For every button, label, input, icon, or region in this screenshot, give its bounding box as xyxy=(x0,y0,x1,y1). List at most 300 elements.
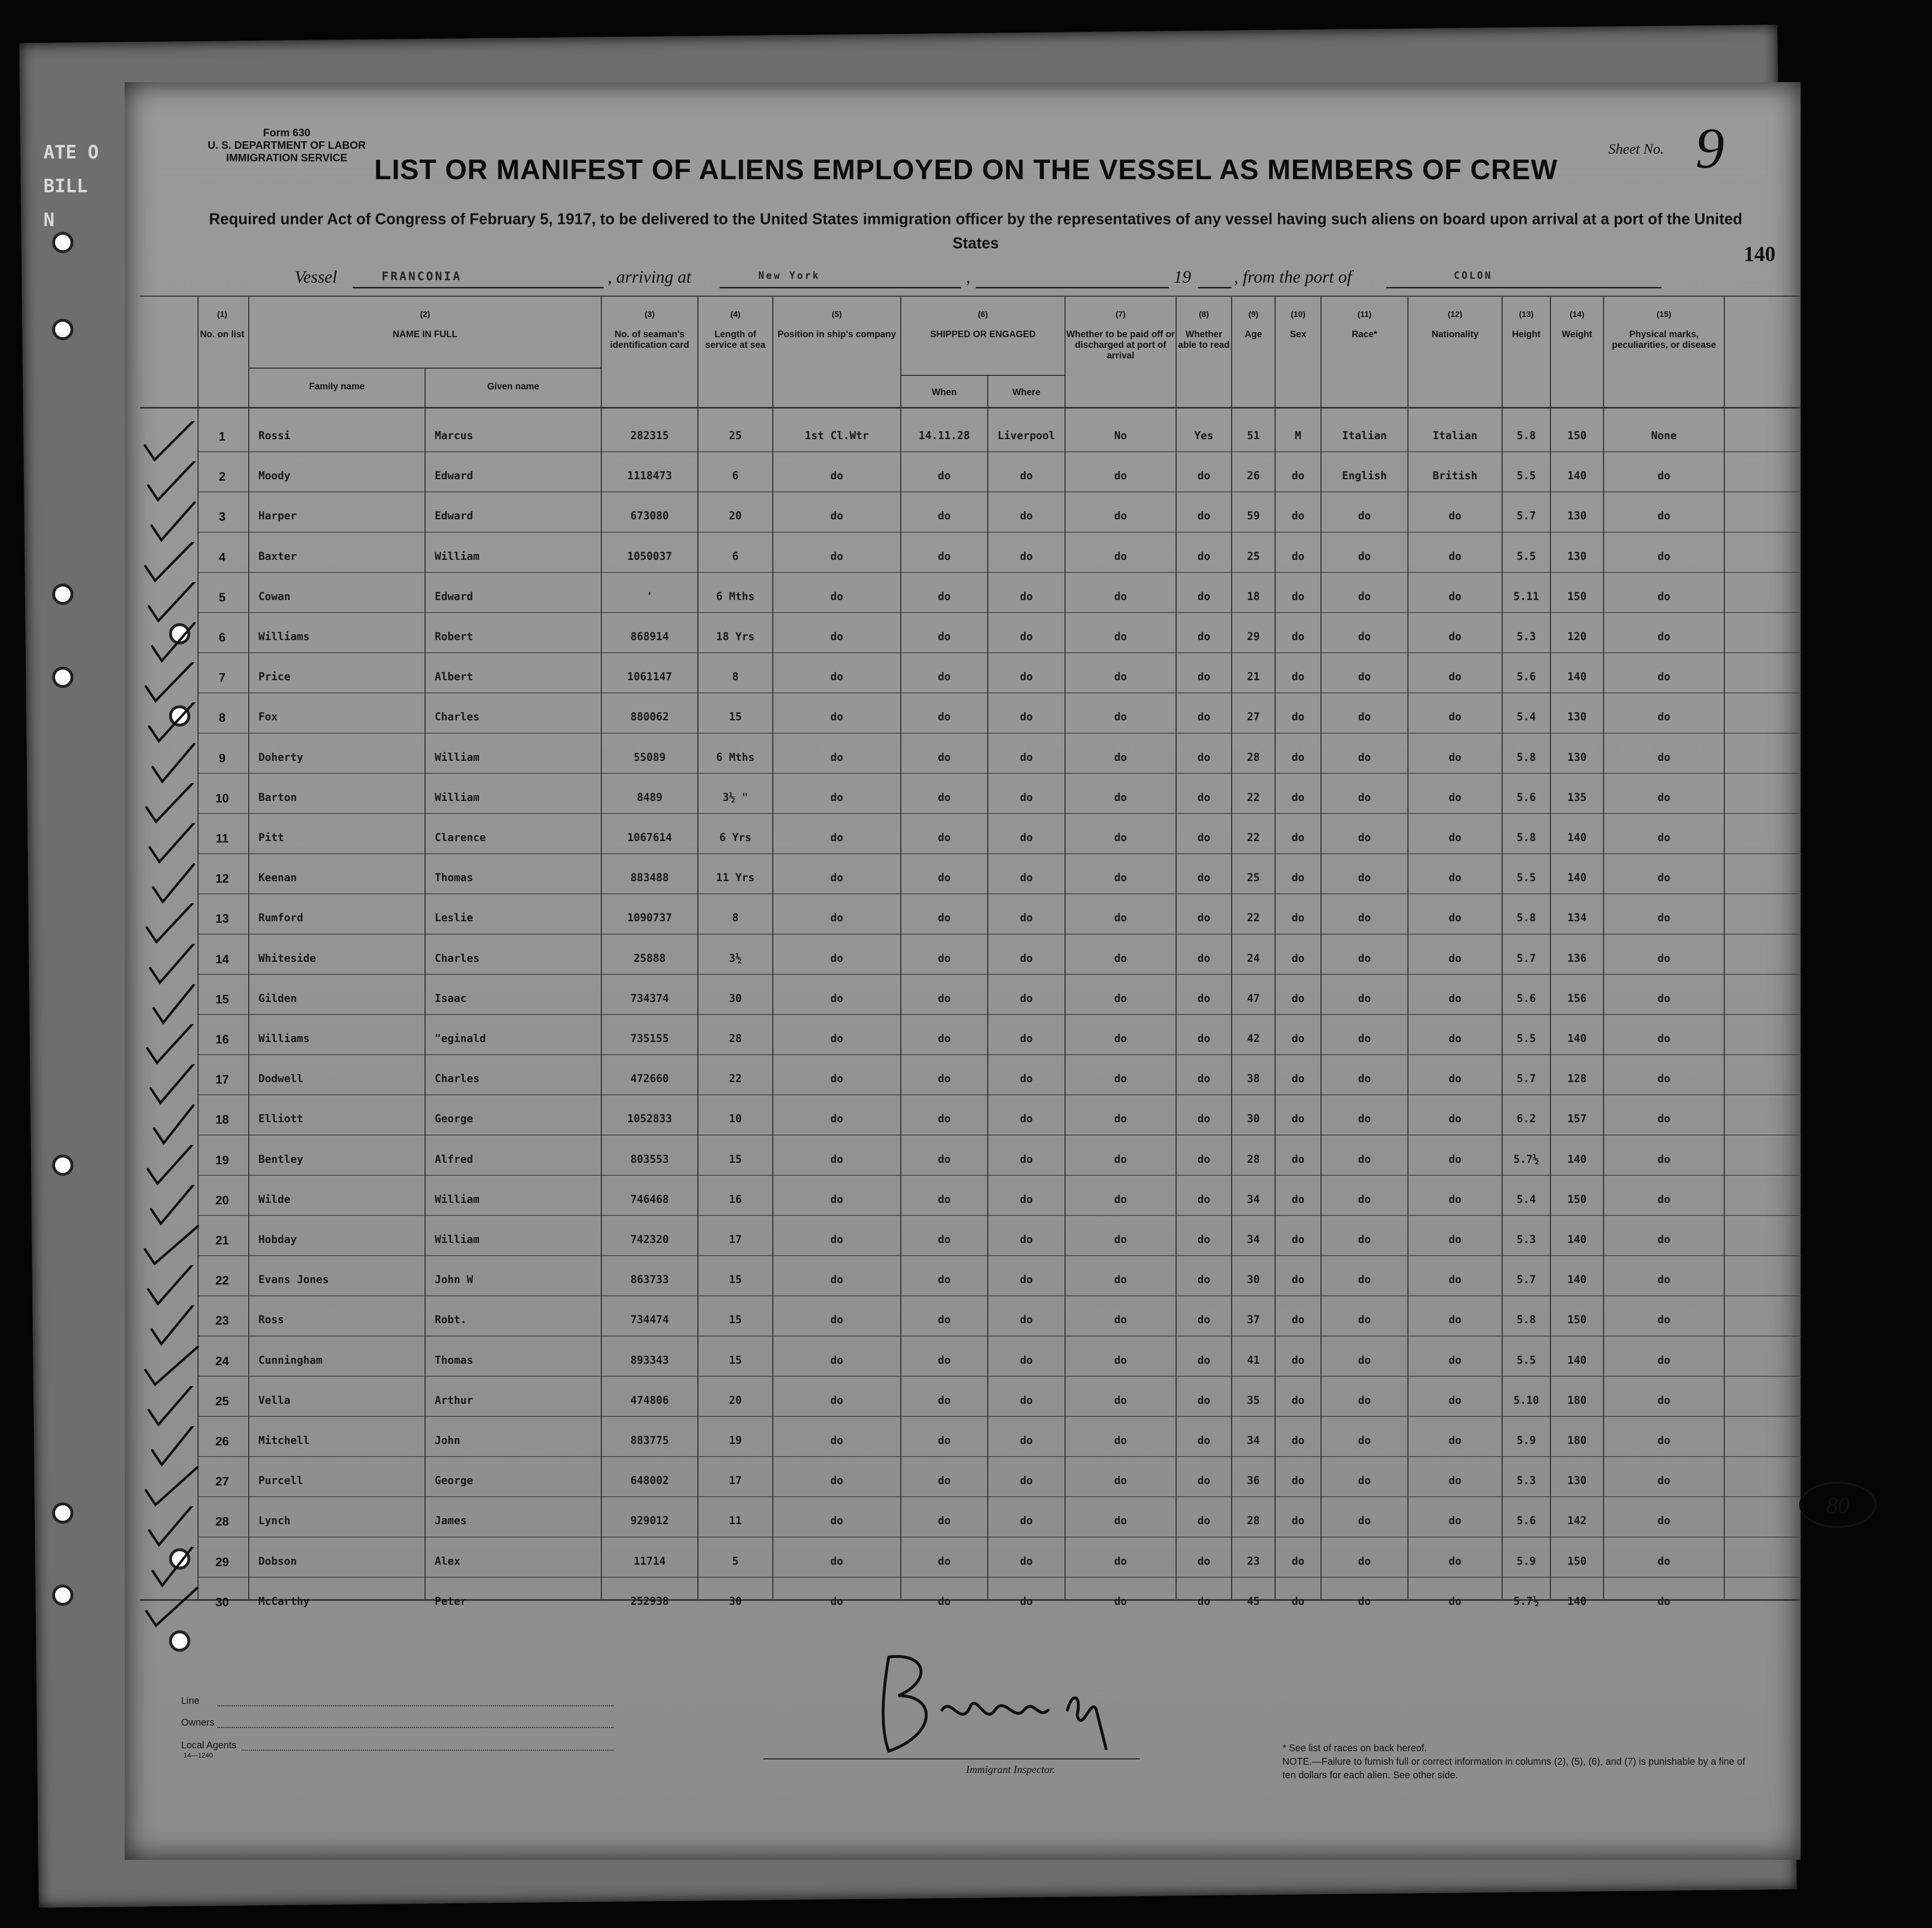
cell-marks: do xyxy=(1657,791,1671,804)
cell-paid: do xyxy=(1114,631,1127,643)
cell-card: 1061147 xyxy=(627,671,672,684)
cell-when: do xyxy=(938,1555,951,1568)
cell-race: do xyxy=(1358,671,1371,684)
cell-position: do xyxy=(830,1475,843,1487)
cell-nationality: do xyxy=(1449,1354,1462,1367)
header-col-8: (8) Whether able to read xyxy=(1178,310,1230,350)
cell-height: 5.7½ xyxy=(1513,1595,1539,1608)
check-mark-icon xyxy=(140,1265,208,1309)
cell-read: do xyxy=(1197,1033,1210,1045)
cell-sex: do xyxy=(1292,912,1305,925)
cell-height: 5.7 xyxy=(1517,1274,1536,1286)
cell-read: do xyxy=(1197,1113,1210,1126)
table-row xyxy=(140,1104,1802,1145)
header-col-5: (5) Position in ship's company xyxy=(777,310,896,340)
cell-given: William xyxy=(435,1234,480,1246)
cell-position: do xyxy=(830,872,843,885)
cell-service: 6 Yrs xyxy=(719,832,752,844)
cell-given: Charles xyxy=(435,711,480,724)
cell-age: 21 xyxy=(1247,671,1260,684)
cell-read: Yes xyxy=(1194,430,1214,442)
cell-no: 17 xyxy=(215,1073,229,1087)
cell-service: 19 xyxy=(729,1435,742,1447)
cell-when: do xyxy=(938,671,951,684)
cell-age: 22 xyxy=(1247,912,1260,925)
cell-card: 55089 xyxy=(633,751,666,764)
cell-marks: do xyxy=(1657,1354,1671,1367)
cell-age: 22 xyxy=(1247,832,1260,844)
cell-given: James xyxy=(435,1515,467,1528)
check-mark-icon xyxy=(140,1104,208,1148)
cell-when: do xyxy=(938,1595,951,1608)
cell-weight: 120 xyxy=(1567,631,1587,643)
cell-where: do xyxy=(1020,832,1033,844)
cell-weight: 140 xyxy=(1567,1354,1587,1367)
cell-sex: do xyxy=(1292,751,1305,764)
cell-weight: 130 xyxy=(1567,711,1587,724)
cell-weight: 130 xyxy=(1567,1475,1587,1487)
cell-when: do xyxy=(938,1193,951,1206)
footer-agents-label: Local Agents xyxy=(181,1740,237,1751)
cell-card: 252938 xyxy=(630,1595,669,1608)
check-mark-icon xyxy=(140,823,208,867)
cell-height: 5.7 xyxy=(1517,510,1536,523)
check-mark-icon xyxy=(140,1386,208,1429)
cell-weight: 150 xyxy=(1567,1555,1587,1568)
cell-given: John W xyxy=(435,1274,473,1286)
cell-no: 23 xyxy=(215,1314,229,1328)
cell-marks: do xyxy=(1657,711,1671,724)
cell-position: do xyxy=(830,1033,843,1045)
cell-paid: do xyxy=(1114,992,1127,1005)
cell-race: do xyxy=(1358,1555,1371,1568)
cell-height: 5.3 xyxy=(1517,1234,1536,1246)
cell-nationality: do xyxy=(1449,751,1462,764)
cell-weight: 136 xyxy=(1567,952,1587,965)
cell-when: do xyxy=(938,912,951,925)
cell-sex: do xyxy=(1292,1033,1305,1045)
cell-race: do xyxy=(1358,872,1371,885)
cell-marks: do xyxy=(1657,1515,1671,1528)
cell-read: do xyxy=(1197,751,1210,764)
cell-height: 5.4 xyxy=(1517,711,1536,724)
cell-service: 17 xyxy=(729,1234,742,1246)
cell-given: Leslie xyxy=(435,912,473,925)
cell-height: 5.5 xyxy=(1517,1354,1536,1367)
check-mark-icon xyxy=(140,582,208,626)
cell-position: do xyxy=(830,470,843,483)
cell-paid: do xyxy=(1114,1234,1127,1246)
cell-where: do xyxy=(1020,1073,1033,1085)
cell-service: 15 xyxy=(729,1314,742,1327)
check-mark-icon xyxy=(140,702,208,746)
cell-service: 6 Mths xyxy=(716,751,755,764)
table-row xyxy=(140,863,1802,904)
footer-owners-label: Owners xyxy=(181,1717,214,1728)
cell-marks: do xyxy=(1657,590,1671,603)
cell-nationality: do xyxy=(1449,590,1462,603)
cell-card: 282315 xyxy=(630,430,669,442)
cell-no: 30 xyxy=(215,1595,229,1609)
cell-when: do xyxy=(938,1394,951,1407)
cell-where: do xyxy=(1020,1113,1033,1126)
cell-paid: do xyxy=(1114,952,1127,965)
cell-given: Edward xyxy=(435,510,473,523)
table-row xyxy=(140,1426,1802,1467)
cell-given: Alex xyxy=(435,1555,460,1568)
cell-height: 5.5 xyxy=(1517,872,1536,885)
table-row xyxy=(140,461,1802,502)
cell-where: do xyxy=(1020,470,1033,483)
cell-where: do xyxy=(1020,872,1033,885)
cell-read: do xyxy=(1197,1435,1210,1447)
cell-read: do xyxy=(1197,832,1210,844)
cell-no: 9 xyxy=(219,751,226,765)
cell-paid: do xyxy=(1114,550,1127,563)
check-mark-icon xyxy=(140,542,208,586)
cell-family: Barton xyxy=(258,791,297,804)
table-row xyxy=(140,542,1802,583)
cell-race: do xyxy=(1358,1234,1371,1246)
cell-race: do xyxy=(1358,751,1371,764)
cell-height: 5.8 xyxy=(1517,912,1536,925)
footer-agents-code: 14—1240 xyxy=(184,1751,213,1759)
cell-paid: do xyxy=(1114,1153,1127,1166)
table-row xyxy=(140,1265,1802,1306)
binder-hole xyxy=(52,232,73,253)
cell-sex: do xyxy=(1292,671,1305,684)
cell-where: do xyxy=(1020,1394,1033,1407)
table-row xyxy=(140,1506,1802,1547)
cell-given: George xyxy=(435,1475,473,1487)
cell-weight: 140 xyxy=(1567,1153,1587,1166)
table-row xyxy=(140,1185,1802,1226)
cell-read: do xyxy=(1197,1394,1210,1407)
cell-given: William xyxy=(435,791,480,804)
cell-nationality: do xyxy=(1449,510,1462,523)
cell-family: Williams xyxy=(258,1033,310,1045)
cell-given: Thomas xyxy=(435,1354,473,1367)
cell-service: 15 xyxy=(729,1153,742,1166)
header-col-3: (3) No. of seaman's identification card xyxy=(610,310,689,350)
table-row xyxy=(140,783,1802,824)
table-row xyxy=(140,1547,1802,1587)
cell-service: 3½ xyxy=(729,952,742,965)
cell-service: 20 xyxy=(729,1394,742,1407)
cell-service: 11 Yrs xyxy=(716,872,755,885)
cell-race: do xyxy=(1358,1033,1371,1045)
cell-position: do xyxy=(830,510,843,523)
cell-marks: do xyxy=(1657,912,1671,925)
cell-card: 25888 xyxy=(633,952,666,965)
cell-where: do xyxy=(1020,631,1033,643)
cell-weight: 157 xyxy=(1567,1113,1587,1126)
cell-read: do xyxy=(1197,711,1210,724)
cell-no: 15 xyxy=(215,992,229,1006)
cell-service: 3½ " xyxy=(723,791,748,804)
cell-no: 11 xyxy=(215,832,229,845)
cell-no: 12 xyxy=(215,872,229,886)
cell-weight: 140 xyxy=(1567,470,1587,483)
cell-family: Mitchell xyxy=(258,1435,310,1447)
cell-position: do xyxy=(830,711,843,724)
cell-given: George xyxy=(435,1113,473,1126)
cell-marks: do xyxy=(1657,1153,1671,1166)
check-mark-icon xyxy=(140,1024,208,1068)
header-col-13: (13) Height xyxy=(1512,310,1541,340)
cell-weight: 150 xyxy=(1567,1314,1587,1327)
cell-age: 26 xyxy=(1247,470,1260,483)
cell-when: do xyxy=(938,550,951,563)
cell-no: 21 xyxy=(215,1234,229,1247)
cell-position: do xyxy=(830,1555,843,1568)
cell-where: do xyxy=(1020,510,1033,523)
cell-paid: do xyxy=(1114,912,1127,925)
sheet-number-label: Sheet No. xyxy=(1608,141,1664,157)
cell-card: 883775 xyxy=(630,1435,669,1447)
inspector-signature xyxy=(869,1638,1121,1758)
cell-family: Fox xyxy=(258,711,278,724)
cell-height: 5.6 xyxy=(1517,791,1536,804)
cell-marks: do xyxy=(1657,631,1671,643)
cell-position: do xyxy=(830,1234,843,1246)
table-row xyxy=(140,1346,1802,1386)
cell-when: do xyxy=(938,872,951,885)
cell-card: 734474 xyxy=(630,1314,669,1327)
cell-when: 14.11.28 xyxy=(919,430,970,442)
cell-service: 30 xyxy=(729,1595,742,1608)
cell-nationality: do xyxy=(1449,992,1462,1005)
cell-race: Italian xyxy=(1342,430,1387,442)
cell-read: do xyxy=(1197,1193,1210,1206)
cell-given: William xyxy=(435,1193,480,1206)
cell-nationality: do xyxy=(1449,952,1462,965)
cell-sex: do xyxy=(1292,992,1305,1005)
cell-no: 7 xyxy=(219,671,226,685)
cell-when: do xyxy=(938,1274,951,1286)
cell-paid: do xyxy=(1114,1555,1127,1568)
cell-marks: do xyxy=(1657,1234,1671,1246)
cell-paid: do xyxy=(1114,872,1127,885)
cell-service: 8 xyxy=(732,671,739,684)
header-col-10: (10) Sex xyxy=(1290,310,1307,340)
cell-weight: 134 xyxy=(1567,912,1587,925)
cell-no: 18 xyxy=(215,1113,229,1127)
cell-given: Isaac xyxy=(435,992,467,1005)
check-mark-icon xyxy=(140,1506,208,1550)
cell-no: 10 xyxy=(215,791,229,805)
cell-card: 648002 xyxy=(630,1475,669,1487)
cell-family: Pitt xyxy=(258,832,284,844)
table-row xyxy=(140,903,1802,944)
cell-card: 929012 xyxy=(630,1515,669,1528)
check-mark-icon xyxy=(140,1225,208,1269)
cell-nationality: do xyxy=(1449,1475,1462,1487)
cell-read: do xyxy=(1197,1314,1210,1327)
cell-age: 34 xyxy=(1247,1193,1260,1206)
cell-sex: do xyxy=(1292,1515,1305,1528)
header-col-9: (9) Age xyxy=(1245,310,1262,340)
cell-age: 34 xyxy=(1247,1435,1260,1447)
cell-family: McCarthy xyxy=(258,1595,310,1608)
cell-when: do xyxy=(938,590,951,603)
cell-family: Gilden xyxy=(258,992,297,1005)
cell-where: do xyxy=(1020,1475,1033,1487)
check-mark-icon xyxy=(140,984,208,1028)
cell-height: 5.5 xyxy=(1517,550,1536,563)
cell-given: Albert xyxy=(435,671,473,684)
cell-paid: do xyxy=(1114,1113,1127,1126)
cell-race: do xyxy=(1358,631,1371,643)
cell-where: do xyxy=(1020,711,1033,724)
footer-line-label: Line xyxy=(181,1696,199,1706)
cell-paid: do xyxy=(1114,1595,1127,1608)
check-mark-icon xyxy=(140,501,208,545)
year-label: 19 xyxy=(1174,267,1191,286)
cell-sex: do xyxy=(1292,550,1305,563)
cell-read: do xyxy=(1197,550,1210,563)
cell-sex: do xyxy=(1292,1274,1305,1286)
cell-read: do xyxy=(1197,631,1210,643)
cell-family: Price xyxy=(258,671,291,684)
cell-when: do xyxy=(938,1234,951,1246)
header-col-6: (6) SHIPPED OR ENGAGED xyxy=(930,310,1036,340)
cell-sex: do xyxy=(1292,1354,1305,1367)
cell-age: 30 xyxy=(1247,1113,1260,1126)
cell-height: 5.8 xyxy=(1517,430,1536,442)
cell-marks: do xyxy=(1657,1073,1671,1085)
cell-sex: do xyxy=(1292,470,1305,483)
cell-paid: do xyxy=(1114,711,1127,724)
cell-age: 35 xyxy=(1247,1394,1260,1407)
cell-height: 5.7½ xyxy=(1513,1153,1539,1166)
table-row xyxy=(140,702,1802,743)
cell-age: 34 xyxy=(1247,1234,1260,1246)
cell-sex: M xyxy=(1294,430,1302,442)
check-mark-icon xyxy=(140,903,208,947)
cell-when: do xyxy=(938,751,951,764)
cell-when: do xyxy=(938,711,951,724)
cell-age: 25 xyxy=(1247,872,1260,885)
cell-weight: 140 xyxy=(1567,1595,1587,1608)
cell-card: 1050037 xyxy=(627,550,672,563)
cell-no: 5 xyxy=(219,590,226,604)
cell-height: 6.2 xyxy=(1517,1113,1536,1126)
cell-paid: do xyxy=(1114,832,1127,844)
header-family-name: Family name xyxy=(309,382,365,392)
check-mark-icon xyxy=(140,1466,208,1510)
departure-port: COLON xyxy=(1454,270,1493,281)
cell-sex: do xyxy=(1292,1595,1305,1608)
cell-when: do xyxy=(938,1073,951,1085)
check-mark-icon xyxy=(140,1346,208,1389)
cell-nationality: do xyxy=(1449,1113,1462,1126)
header-col-12: (12) Nationality xyxy=(1431,310,1479,340)
cell-position: do xyxy=(830,1515,843,1528)
cell-given: Robert xyxy=(435,631,473,643)
cell-position: do xyxy=(830,631,843,643)
cell-race: do xyxy=(1358,1193,1371,1206)
cell-where: do xyxy=(1020,590,1033,603)
cell-service: 6 Mths xyxy=(716,590,755,603)
cell-given: "eginald xyxy=(435,1033,486,1045)
cell-sex: do xyxy=(1292,1394,1305,1407)
cell-family: Whiteside xyxy=(258,952,316,965)
cell-weight: 150 xyxy=(1567,1193,1587,1206)
cell-where: do xyxy=(1020,1354,1033,1367)
cell-where: do xyxy=(1020,952,1033,965)
cell-marks: do xyxy=(1657,671,1671,684)
cell-service: 15 xyxy=(729,1354,742,1367)
cell-where: do xyxy=(1020,671,1033,684)
cell-nationality: do xyxy=(1449,1033,1462,1045)
cell-sex: do xyxy=(1292,711,1305,724)
page-reference: 140 xyxy=(1744,242,1776,266)
cell-no: 24 xyxy=(215,1354,229,1368)
check-mark-icon xyxy=(140,1145,208,1188)
cell-service: 25 xyxy=(729,430,742,442)
cell-when: do xyxy=(938,992,951,1005)
cell-race: do xyxy=(1358,1394,1371,1407)
cell-read: do xyxy=(1197,470,1210,483)
cell-position: do xyxy=(830,751,843,764)
table-row xyxy=(140,984,1802,1025)
cell-when: do xyxy=(938,470,951,483)
cell-paid: do xyxy=(1114,1354,1127,1367)
cell-nationality: do xyxy=(1449,1073,1462,1085)
cell-race: do xyxy=(1358,912,1371,925)
cell-card: 472660 xyxy=(630,1073,669,1085)
cell-card: 893343 xyxy=(630,1354,669,1367)
underlying-sheet-edge-text: ATE O BILL N xyxy=(43,142,99,230)
footer-note: * See list of races on back hereof. NOTE.—Failure to furnish full or correct information in columns (2), (5), (6), and (7) is punishable by a fine of ten dollars for each alien. See other side. xyxy=(1282,1743,1746,1781)
cell-paid: do xyxy=(1114,1073,1127,1085)
check-mark-icon xyxy=(140,783,208,827)
cell-height: 5.7 xyxy=(1517,1073,1536,1085)
cell-weight: 140 xyxy=(1567,1033,1587,1045)
check-mark-icon xyxy=(140,1064,208,1108)
cell-nationality: do xyxy=(1449,1435,1462,1447)
cell-paid: do xyxy=(1114,590,1127,603)
cell-family: Harper xyxy=(258,510,297,523)
cell-read: do xyxy=(1197,1515,1210,1528)
cell-paid: do xyxy=(1114,1033,1127,1045)
cell-family: Wilde xyxy=(258,1193,291,1206)
inspector-caption: Immigrant Inspector. xyxy=(966,1763,1055,1775)
cell-read: do xyxy=(1197,1555,1210,1568)
cell-nationality: Italian xyxy=(1433,430,1477,442)
cell-card: 746468 xyxy=(630,1193,669,1206)
cell-nationality: do xyxy=(1449,791,1462,804)
cell-given: Edward xyxy=(435,590,473,603)
cell-position: do xyxy=(830,1073,843,1085)
cell-when: do xyxy=(938,791,951,804)
cell-sex: do xyxy=(1292,1113,1305,1126)
cell-sex: do xyxy=(1292,1314,1305,1327)
cell-sex: do xyxy=(1292,631,1305,643)
cell-card: 742320 xyxy=(630,1234,669,1246)
cell-read: do xyxy=(1197,912,1210,925)
cell-read: do xyxy=(1197,952,1210,965)
cell-race: do xyxy=(1358,1274,1371,1286)
cell-card: 883488 xyxy=(630,872,669,885)
cell-service: 22 xyxy=(729,1073,742,1085)
cell-nationality: British xyxy=(1433,470,1477,483)
cell-height: 5.8 xyxy=(1517,832,1536,844)
cell-read: do xyxy=(1197,791,1210,804)
cell-age: 27 xyxy=(1247,711,1260,724)
cell-card: ' xyxy=(646,590,653,603)
